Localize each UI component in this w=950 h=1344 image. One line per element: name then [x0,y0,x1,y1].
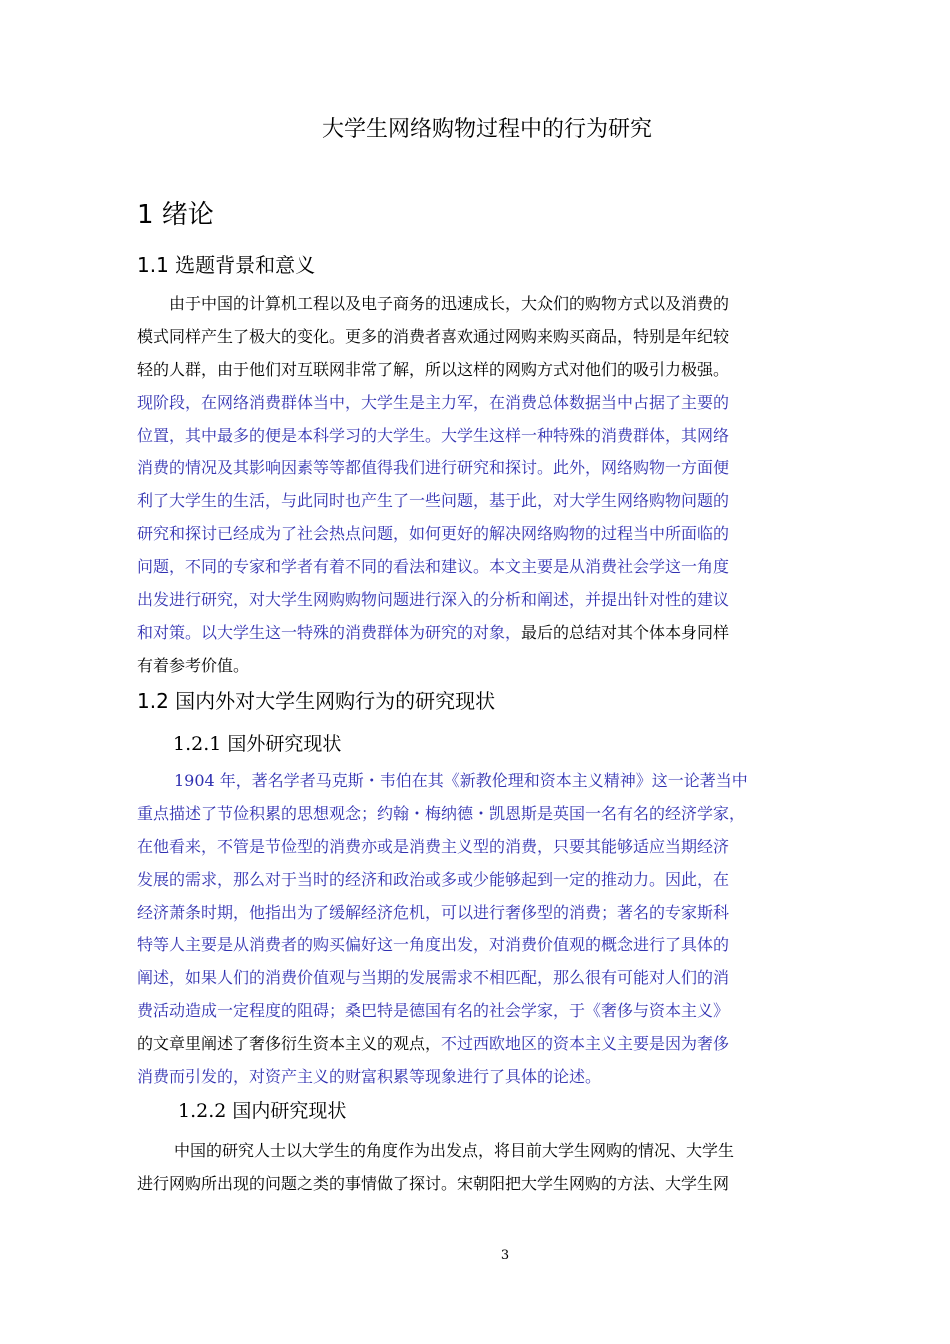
subsection-heading-1-2-1: 1.2.1 国外研究现状 [173,733,342,755]
paragraph-line: 消费的情况及其影响因素等等都值得我们进行研究和探讨。此外，网络购物一方面便 [137,458,730,478]
chapter-heading: 1 绪论 [137,200,214,230]
paragraph-line: 重点描述了节俭积累的思想观念；约翰・梅纳德・凯恩斯是英国一名有名的经济学家， [137,803,746,823]
paragraph-line: 进行网购所出现的问题之类的事情做了探讨。宋朝阳把大学生网购的方法、大学生网 [137,1173,730,1193]
paragraph-line: 发展的需求，那么对于当时的经济和政治或多或少能够起到一定的推动力。因此，在 [137,869,730,889]
paragraph-line-mixed [137,1028,832,1061]
paragraph-line: 有着参考价值。 [137,655,250,675]
paragraph-line: 特等人主要是从消费者的购买偏好这一角度出发，对消费价值观的概念进行了具体的 [137,935,730,955]
subsection-heading-1-2-2: 1.2.2 国内研究现状 [178,1100,347,1122]
paragraph-line: 现阶段，在网络消费群体当中，大学生是主力军，在消费总体数据当中占据了主要的 [137,392,730,412]
paragraph-line-segment: 和对策。以大学生这一特殊的消费群体为研究的对象， [137,622,522,642]
paragraph-line: 1904 年，著名学者马克斯・韦伯在其《新教伦理和资本主义精神》这一论著当中 [174,771,748,790]
document-title: 大学生网络购物过程中的行为研究 [321,117,652,142]
paragraph-line: 阐述，如果人们的消费价值观与当期的发展需求不相匹配，那么很有可能对人们的消 [137,968,730,988]
paragraph-line: 利了大学生的生活，与此同时也产生了一些问题，基于此，对大学生网络购物问题的 [137,491,730,511]
paragraph-line-segment: 的文章里阐述了奢侈衍生资本主义的观点， [137,1034,442,1054]
paragraph-line-segment: 最后的总结对其个体本身同样 [521,622,730,642]
paragraph-line: 费活动造成一定程度的阻碍；桑巴特是德国有名的社会学家，于《奢侈与资本主义》 [137,1001,730,1021]
paragraph-line: 位置，其中最多的便是本科学习的大学生。大学生这样一种特殊的消费群体，其网络 [137,425,730,445]
paragraph-line-segment: 不过西欧地区的资本主义主要是因为奢侈 [441,1034,730,1054]
paragraph-line: 由于中国的计算机工程以及电子商务的迅速成长，大众们的购物方式以及消费的 [169,294,730,313]
paragraph-line-mixed [137,617,832,650]
paragraph-background [137,288,832,683]
paragraph-foreign-research [137,765,832,1094]
paragraph-line: 消费而引发的，对资产主义的财富积累等现象进行了具体的论述。 [137,1067,602,1087]
section-heading-1-2: 1.2 国内外对大学生网购行为的研究现状 [137,689,496,713]
paragraph-domestic-research [137,1135,832,1201]
paragraph-line: 出发进行研究，对大学生网购购物问题进行深入的分析和阐述，并提出针对性的建议 [137,590,730,610]
section-heading-1-1: 1.1 选题背景和意义 [137,253,316,277]
paragraph-line: 研究和探讨已经成为了社会热点问题，如何更好的解决网络购物的过程当中所面临的 [137,524,730,544]
paragraph-line: 中国的研究人士以大学生的角度作为出发点，将目前大学生网购的情况、大学生 [174,1141,735,1160]
paragraph-line: 问题，不同的专家和学者有着不同的看法和建议。本文主要是从消费社会学这一角度 [137,557,730,577]
page-number: 3 [500,1248,510,1263]
paragraph-line: 经济萧条时期，他指出为了缓解经济危机，可以进行奢侈型的消费；著名的专家斯科 [137,902,730,922]
paragraph-line: 轻的人群，由于他们对互联网非常了解，所以这样的网购方式对他们的吸引力极强。 [137,359,730,379]
paragraph-line: 在他看来，不管是节俭型的消费亦或是消费主义型的消费，只要其能够适应当期经济 [137,836,730,856]
paragraph-line: 模式同样产生了极大的变化。更多的消费者喜欢通过网购来购买商品，特别是年纪较 [137,326,730,346]
